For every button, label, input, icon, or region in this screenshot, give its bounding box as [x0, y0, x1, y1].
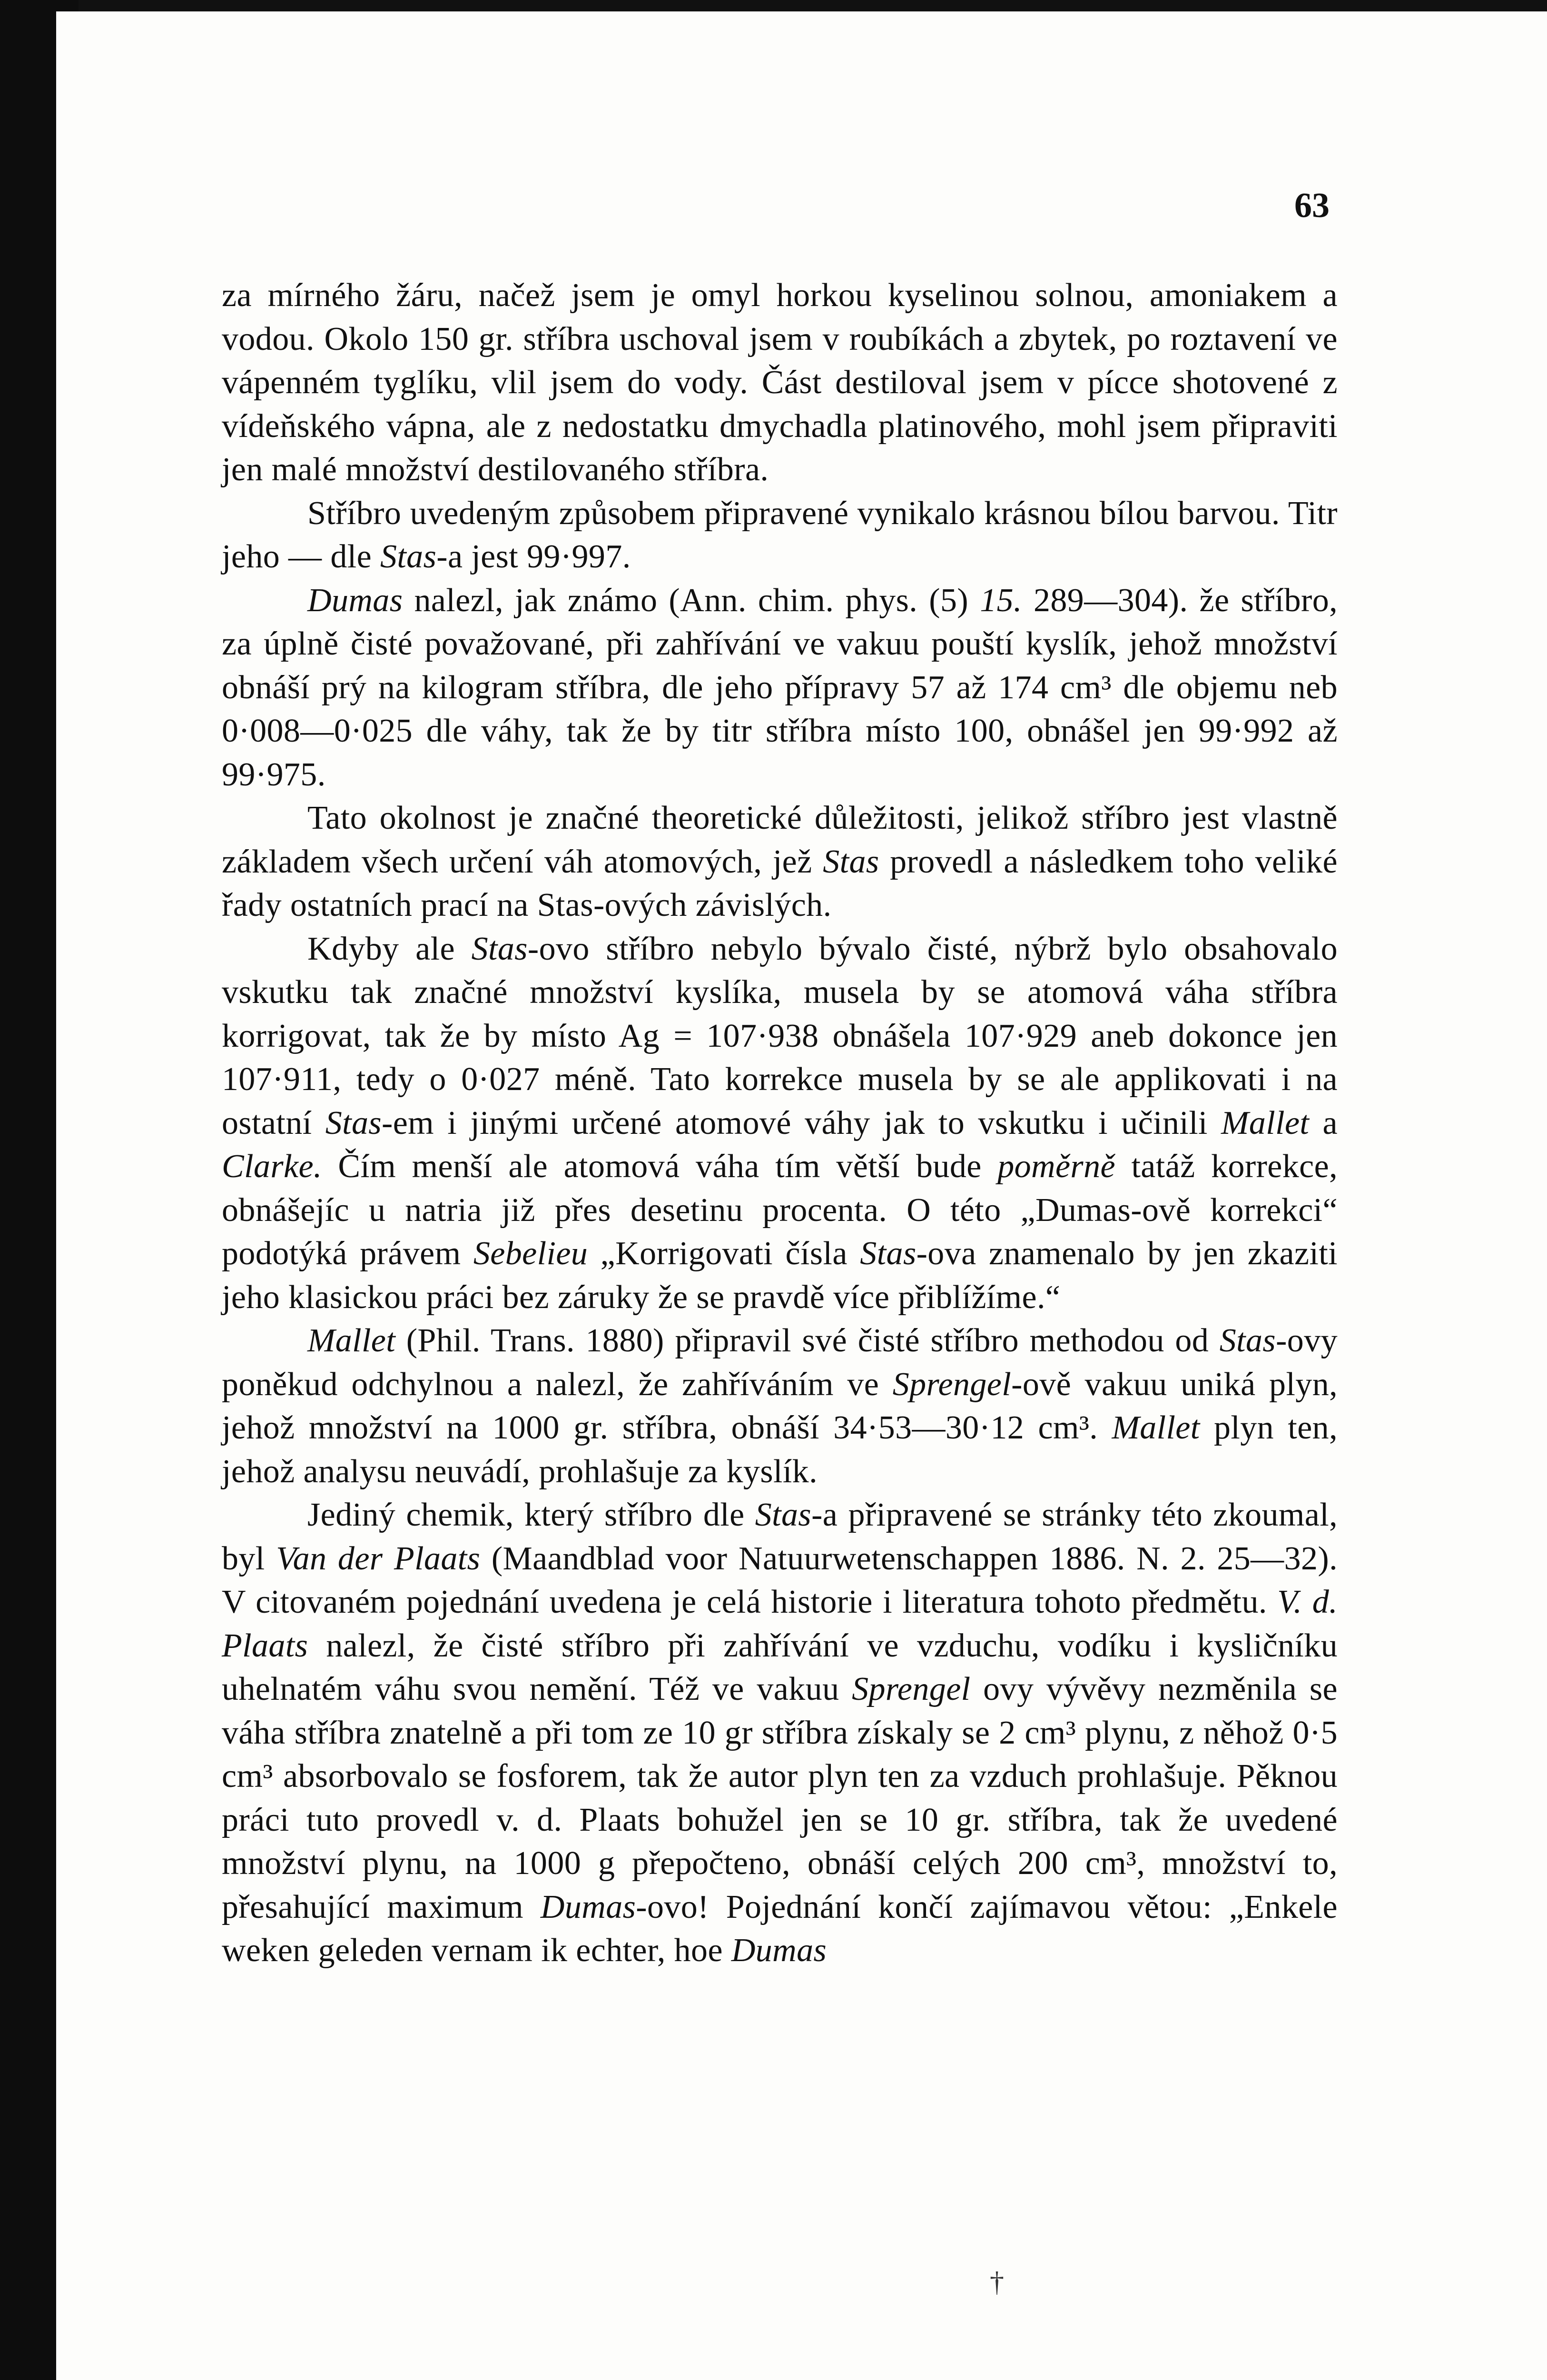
printer-mark: † [990, 2266, 1004, 2298]
paragraph [222, 274, 1338, 492]
italic-text-run: Mallet [1112, 1409, 1200, 1446]
body-text [222, 274, 1338, 1973]
italic-text-run: poměrně [997, 1148, 1115, 1185]
italic-text-run: Mallet [307, 1322, 396, 1359]
text-run: Stříbro uvedeným způsobem připravené vynikalo krásnou bílou barvou. Titr jeho — dle [222, 495, 1338, 575]
italic-text-run: Dumas [540, 1888, 636, 1925]
text-run: tatáž korrekce, obnášejíc u natria již přes desetinu procenta. O této „Dumas-ově korrekci“ podotýká právem [222, 1148, 1338, 1272]
text-run: -a připravené se stránky této zkoumal, byl [222, 1497, 1338, 1577]
paragraph [222, 796, 1338, 927]
text-run: provedl a následkem toho veliké řady ostatních prací na Stas-ových závislých. [222, 843, 1338, 923]
italic-text-run: Stas [325, 1104, 382, 1141]
text-run: (Maandblad voor Natuurwetenschappen 1886. N. 2. 25—32). V citovaném pojednání uvedena je celá historie i literatura tohoto předmětu. [222, 1540, 1338, 1620]
text-run: (Phil. Trans. 1880) připravil své čisté stříbro methodou od [395, 1322, 1220, 1359]
italic-text-run: Sprengel [892, 1366, 1012, 1403]
text-run: „Korrigovati čísla [588, 1235, 860, 1272]
text-run: Kdyby ale [307, 930, 472, 967]
italic-text-run: 15. [980, 582, 1022, 619]
italic-text-run: Dumas [307, 582, 403, 619]
text-run: ovy vývěvy nezměnila se váha stříbra znatelně a při tom ze 10 gr stříbra získaly se 2 cm³ plynu, z něhož 0·5 cm³ absorbovalo se fosforem, tak že autor plyn ten za vzduch prohlašuje. Pěknou práci tuto provedl v. d. Plaats bohužel jen se 10 gr. stříbra, tak že uvedené množství plynu, na 1000 g přepočteno, obnáší celých 200 cm³, množství to, přesahující maximum [222, 1671, 1338, 1925]
italic-text-run: Sebelieu [473, 1235, 588, 1272]
paragraph [222, 1319, 1338, 1493]
text-run: a [1309, 1104, 1338, 1141]
text-run: -ově vakuu uniká plyn, jehož množství na 1000 gr. stříbra, obnáší 34·53—30·12 cm³. [222, 1366, 1338, 1446]
italic-text-run: Dumas [731, 1932, 827, 1969]
page-number: 63 [1294, 186, 1330, 225]
italic-text-run: Van der Plaats [276, 1540, 481, 1577]
text-run: Čím menší ale atomová váha tím větší bude [322, 1148, 998, 1185]
text-run: za mírného žáru, načež jsem je omyl horkou kyselinou solnou, amoniakem a vodou. Okolo 150 gr. stříbra uschoval jsem v roubíkách a zbytek, po roztavení ve vápenném tyglíku, vlil jsem do vody. Část destiloval jsem v pícce shotovené z vídeňského vápna, ale z nedostatku dmychadla platinového, mohl jsem připraviti jen malé množství destilovaného stříbra. [222, 277, 1338, 488]
italic-text-run: Stas [860, 1235, 916, 1272]
paragraph [222, 927, 1338, 1319]
italic-text-run: Stas [380, 538, 437, 575]
text-run: -ovo! Pojednání končí zajímavou větou: „Enkele weken geleden vernam ik echter, hoe [222, 1888, 1338, 1969]
text-run: nalezl, že čisté stříbro při zahřívání ve vzduchu, vodíku i kysličníku uhelnatém váhu svou nemění. Též ve vakuu [222, 1627, 1338, 1707]
italic-text-run: Clarke. [222, 1148, 322, 1185]
italic-text-run: Stas [1219, 1322, 1276, 1359]
text-run: -a jest 99·997. [436, 538, 631, 575]
text-run: -ovy poněkud odchylnou a nalezl, že zahříváním ve [222, 1322, 1338, 1403]
text-run: plyn ten, jehož analysu neuvádí, prohlašuje za kyslík. [222, 1409, 1338, 1490]
paragraph [222, 492, 1338, 579]
text-run: -em i jinými určené atomové váhy jak to vskutku i učinili [382, 1104, 1222, 1141]
italic-text-run: Mallet [1221, 1104, 1310, 1141]
paragraph [222, 1493, 1338, 1973]
italic-text-run: Sprengel [852, 1671, 971, 1707]
italic-text-run: Stas [823, 843, 879, 880]
text-run: -ova znamenalo by jen zkaziti jeho klasickou práci bez záruky že se pravdě více přiblížíme.“ [222, 1235, 1338, 1316]
italic-text-run: Stas [471, 930, 528, 967]
italic-text-run: Stas [755, 1497, 812, 1533]
paragraph [222, 579, 1338, 797]
text-run: nalezl, jak známo (Ann. chim. phys. (5) [403, 582, 980, 619]
text-run: Jediný chemik, který stříbro dle [307, 1497, 755, 1533]
text-run: -ovo stříbro nebylo bývalo čisté, nýbrž bylo obsahovalo vskutku tak značné množství kyslíka, musela by se atomová váha stříbra korrigovat, tak že by místo Ag = 107·938 obnášela 107·929 aneb dokonce jen 107·911, tedy o 0·027 méně. Tato korrekce musela by se ale applikovati i na ostatní [222, 930, 1338, 1141]
text-run: Tato okolnost je značné theoretické důležitosti, jelikož stříbro jest vlastně základem všech určení váh atomových, jež [222, 800, 1338, 880]
italic-text-run: V. d. Plaats [222, 1584, 1338, 1664]
text-run: 289—304). že stříbro, za úplně čisté považované, při zahřívání ve vakuu pouští kyslík, jehož množství obnáší prý na kilogram stříbra, dle jeho přípravy 57 až 174 cm³ dle objemu neb 0·008—0·025 dle váhy, tak že by titr stříbra místo 100, obnášel jen 99·992 až 99·975. [222, 582, 1338, 793]
